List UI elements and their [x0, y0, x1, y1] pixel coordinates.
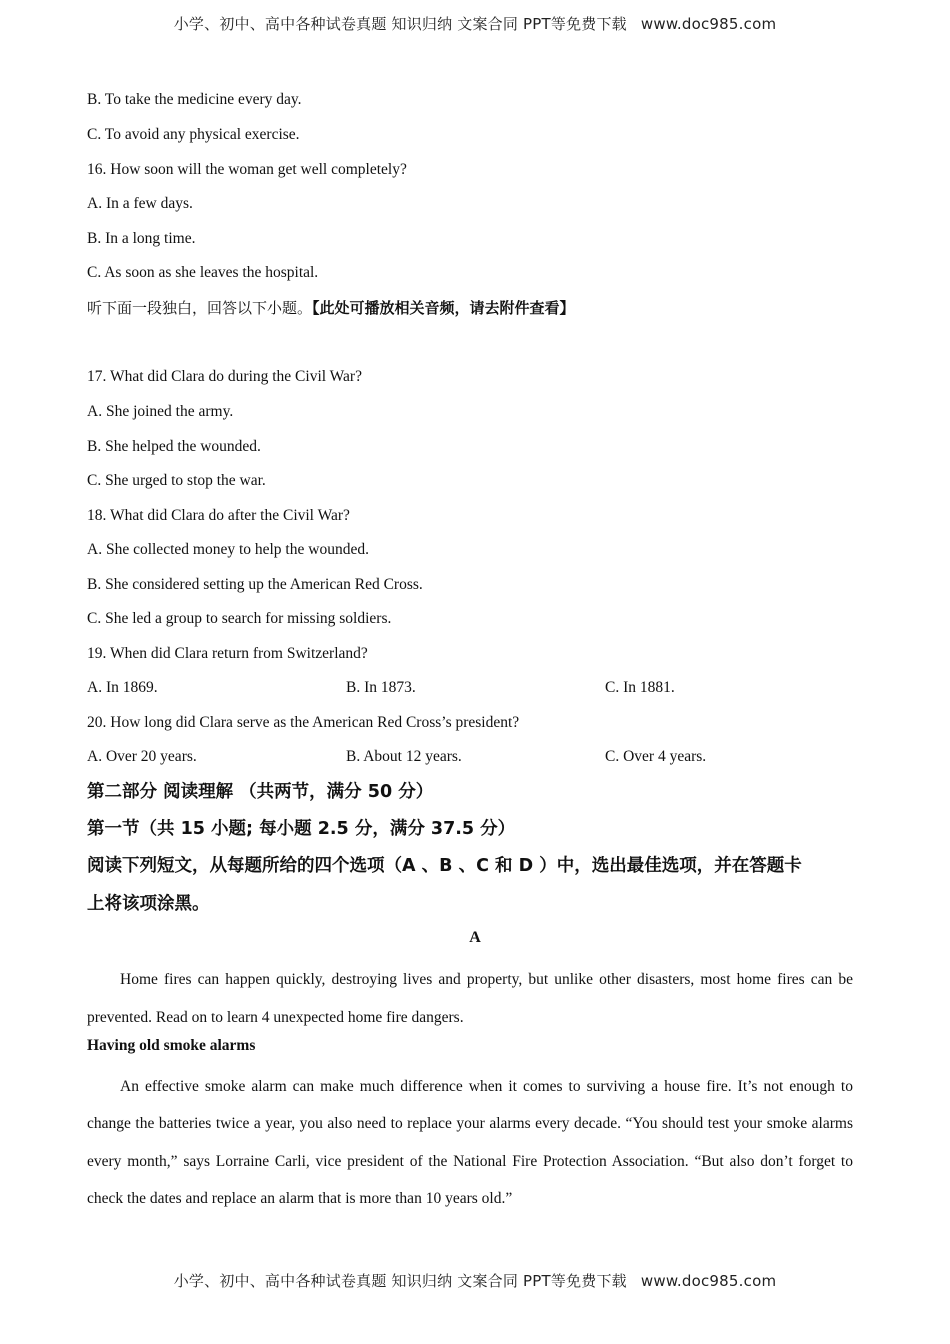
passage-body-paragraph: An effective smoke alarm can make much difference when it comes to surviving a house fire. It’s not enough to change the batteries twice a year, you also need to replace your alarms every decade. “You should test your smoke alarms every month,” says Lorraine Carli, vice president of the National Fire Protection Association. “But also don’t forget to check the dates and replace an alarm that is more than 10 years old.” — [87, 1078, 853, 1207]
header-url[interactable]: www.doc985.com — [640, 15, 777, 33]
q17-option-a: A. She joined the army. — [87, 403, 234, 420]
reading-instruction-line2: 上将该项涂黑。 — [87, 894, 210, 914]
monologue-instruction-line — [87, 298, 575, 318]
q16-option-c: C. As soon as she leaves the hospital. — [87, 264, 319, 281]
q18-question: 18. What did Clara do after the Civil War? — [87, 507, 350, 524]
q17-option-c: C. She urged to stop the war. — [87, 472, 266, 489]
footer-url[interactable]: www.doc985.com — [640, 1272, 777, 1290]
q18-option-c: C. She led a group to search for missing soldiers. — [87, 610, 392, 627]
q20-option-b: B. About 12 years. — [346, 748, 462, 765]
q19-option-a: A. In 1869. — [87, 679, 158, 696]
footer-site-text: 小学、初中、高中各种试卷真题 知识归纳 文案合同 PPT等免费下载 — [173, 1272, 627, 1290]
q17-question: 17. What did Clara do during the Civil War? — [87, 368, 362, 385]
q17-option-b: B. She helped the wounded. — [87, 438, 261, 455]
q16-option-b: B. In a long time. — [87, 230, 196, 247]
q19-question: 19. When did Clara return from Switzerland? — [87, 645, 368, 662]
page-footer — [0, 1270, 950, 1291]
q20-question: 20. How long did Clara serve as the American Red Cross’s president? — [87, 714, 520, 731]
header-site-text: 小学、初中、高中各种试卷真题 知识归纳 文案合同 PPT等免费下载 — [173, 15, 627, 33]
reading-section-title: 第一节（共 15 小题; 每小题 2.5 分，满分 37.5 分） — [87, 819, 516, 839]
reading-instruction-line1: 阅读下列短文，从每题所给的四个选项（A 、B 、C 和 D ）中，选出最佳选项，并在答题卡 — [87, 856, 802, 876]
q18-option-b: B. She considered setting up the American Red Cross. — [87, 576, 423, 593]
q20-option-a: A. Over 20 years. — [87, 748, 197, 765]
q19-option-c: C. In 1881. — [605, 679, 675, 696]
q18-option-a: A. She collected money to help the wounded. — [87, 541, 369, 558]
q15-option-c: C. To avoid any physical exercise. — [87, 126, 300, 143]
q20-option-c: C. Over 4 years. — [605, 748, 707, 765]
passage-subheading: Having old smoke alarms — [87, 1037, 256, 1054]
monologue-instruction: 听下面一段独白，回答以下小题。 — [87, 299, 313, 317]
q16-option-a: A. In a few days. — [87, 195, 193, 212]
q16-question: 16. How soon will the woman get well completely? — [87, 161, 407, 178]
q19-option-b: B. In 1873. — [346, 679, 416, 696]
audio-note[interactable]: 【此处可播放相关音频，请去附件查看】 — [312, 299, 575, 317]
q15-option-b: B. To take the medicine every day. — [87, 91, 302, 108]
passage-intro-paragraph: Home fires can happen quickly, destroying lives and property, but unlike other disasters, most home fires can be prevented. Read on to learn 4 unexpected home fire dangers. — [87, 971, 853, 1026]
page-header — [0, 13, 950, 34]
passage-label: A — [469, 929, 481, 946]
reading-part-title: 第二部分 阅读理解 （共两节，满分 50 分） — [87, 782, 434, 802]
